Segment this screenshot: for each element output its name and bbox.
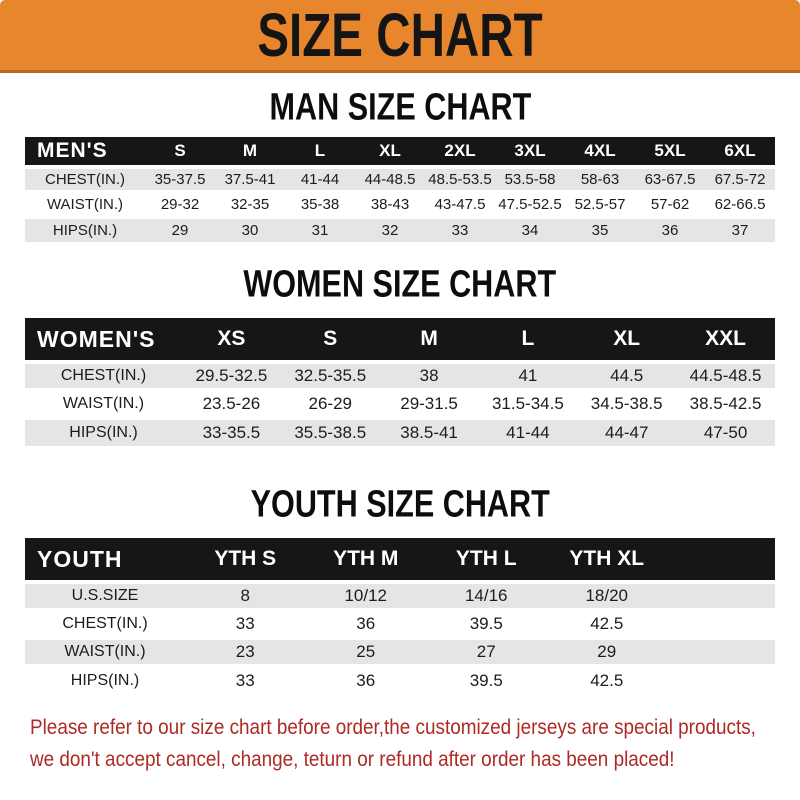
youth-section-heading: YOUTH SIZE CHART — [250, 482, 550, 526]
table-row — [25, 666, 775, 694]
size-value-cell: 44-47 — [604, 423, 649, 442]
size-value-cell: 8 — [240, 586, 250, 605]
size-column-header: M — [420, 327, 438, 350]
row-label: CHEST(IN.) — [62, 615, 148, 632]
size-value-cell: 32.5-35.5 — [294, 366, 367, 385]
row-label: HIPS(IN.) — [69, 424, 138, 441]
row-label: WAIST(IN.) — [64, 643, 146, 660]
row-label: CHEST(IN.) — [45, 171, 125, 188]
size-value-cell: 42.5 — [590, 671, 624, 690]
size-value-cell: 62-66.5 — [714, 196, 766, 213]
size-value-cell: 48.5-53.5 — [428, 171, 492, 188]
spacer-cell — [667, 538, 775, 582]
size-column-header: XXL — [705, 327, 746, 350]
spacer-cell — [667, 582, 775, 610]
men-section-heading: MAN SIZE CHART — [269, 85, 531, 129]
size-value-cell: 39.5 — [469, 671, 503, 690]
size-column-header: 2XL — [444, 141, 476, 160]
size-value-cell: 27 — [476, 642, 496, 661]
size-value-cell: 26-29 — [308, 394, 352, 413]
size-value-cell: 36 — [356, 671, 376, 690]
women-size-section — [0, 262, 800, 446]
size-value-cell: 35.5-38.5 — [294, 423, 367, 442]
size-column-header: YTH XL — [569, 547, 645, 570]
size-column-header: 5XL — [654, 141, 686, 160]
size-column-header: 4XL — [584, 141, 616, 160]
spacer-cell — [667, 638, 775, 666]
size-value-cell: 41-44 — [506, 423, 550, 442]
table-corner-label: YOUTH — [37, 545, 123, 572]
table-row — [25, 362, 775, 390]
size-value-cell: 36 — [356, 614, 376, 633]
row-label: HIPS(IN.) — [70, 672, 140, 689]
spacer-cell — [667, 610, 775, 638]
table-row — [25, 610, 775, 638]
table-corner-label: MEN'S — [37, 139, 108, 162]
size-column-header: YTH L — [455, 547, 517, 570]
size-value-cell: 33-35.5 — [202, 423, 261, 442]
size-value-cell: 29.5-32.5 — [195, 366, 268, 385]
row-label: HIPS(IN.) — [52, 222, 118, 239]
table-header-row — [25, 538, 775, 582]
size-value-cell: 23.5-26 — [202, 394, 261, 413]
size-value-cell: 67.5-72 — [714, 171, 766, 188]
size-value-cell: 35-38 — [300, 196, 340, 213]
size-column-header: L — [314, 141, 326, 160]
table-row — [25, 192, 775, 217]
size-value-cell: 23 — [235, 642, 255, 661]
order-policy-line-1: Please refer to our size chart before order,the customized jerseys are special products, — [30, 716, 756, 739]
size-value-cell: 32-35 — [230, 196, 270, 213]
size-value-cell: 38.5-42.5 — [689, 394, 762, 413]
size-value-cell: 38 — [419, 366, 439, 385]
order-policy-line-2: we don't accept cancel, change, teturn or refund after order has been placed! — [30, 748, 675, 771]
size-value-cell: 58-63 — [580, 171, 620, 188]
size-column-header: S — [174, 141, 186, 160]
size-value-cell: 33 — [451, 222, 469, 239]
size-value-cell: 47.5-52.5 — [498, 196, 562, 213]
table-row — [25, 418, 775, 446]
row-label: U.S.SIZE — [71, 587, 139, 604]
order-policy-note — [30, 712, 800, 776]
table-row — [25, 217, 775, 242]
table-corner-label: WOMEN'S — [37, 325, 156, 352]
size-value-cell: 32 — [381, 222, 399, 239]
size-value-cell: 18/20 — [585, 586, 629, 605]
size-value-cell: 30 — [241, 222, 259, 239]
size-value-cell: 52.5-57 — [574, 196, 626, 213]
row-label: WAIST(IN.) — [46, 196, 124, 213]
table-header-row — [25, 318, 775, 362]
table-row — [25, 582, 775, 610]
size-column-header: M — [242, 141, 258, 160]
size-value-cell: 31 — [311, 222, 329, 239]
size-value-cell: 29-31.5 — [400, 394, 458, 413]
size-value-cell: 44.5-48.5 — [689, 366, 762, 385]
size-value-cell: 38-43 — [370, 196, 410, 213]
size-value-cell: 37 — [731, 222, 749, 239]
size-column-header: YTH S — [214, 547, 277, 570]
youth-size-table — [25, 538, 775, 694]
size-value-cell: 33 — [235, 614, 255, 633]
size-value-cell: 41 — [518, 366, 538, 385]
size-column-header: S — [323, 327, 338, 350]
size-value-cell: 43-47.5 — [434, 196, 486, 213]
size-value-cell: 29 — [597, 642, 617, 661]
size-column-header: L — [521, 327, 535, 350]
size-column-header: 3XL — [514, 141, 546, 160]
table-row — [25, 638, 775, 666]
size-value-cell: 31.5-34.5 — [491, 394, 564, 413]
size-column-header: XS — [217, 327, 246, 350]
men-size-section — [0, 85, 800, 242]
size-value-cell: 42.5 — [590, 614, 624, 633]
table-row — [25, 390, 775, 418]
men-size-table — [25, 137, 775, 242]
size-value-cell: 10/12 — [344, 586, 388, 605]
size-value-cell: 47-50 — [703, 423, 748, 442]
size-value-cell: 33 — [235, 671, 255, 690]
size-chart-banner — [0, 0, 800, 73]
size-value-cell: 34 — [521, 222, 539, 239]
size-value-cell: 38.5-41 — [400, 423, 458, 442]
size-column-header: XL — [379, 141, 401, 160]
size-value-cell: 53.5-58 — [504, 171, 556, 188]
banner-title: SIZE CHART — [257, 0, 543, 70]
size-value-cell: 35 — [591, 222, 609, 239]
size-value-cell: 36 — [661, 222, 679, 239]
size-value-cell: 37.5-41 — [224, 171, 276, 188]
size-value-cell: 41-44 — [300, 171, 340, 188]
spacer-cell — [667, 666, 775, 694]
size-column-header: XL — [613, 327, 641, 350]
row-label: CHEST(IN.) — [60, 367, 147, 384]
size-value-cell: 34.5-38.5 — [590, 394, 663, 413]
youth-size-section — [0, 482, 800, 694]
row-label: WAIST(IN.) — [62, 395, 145, 412]
women-size-table — [25, 318, 775, 446]
size-value-cell: 44.5 — [610, 366, 644, 385]
size-column-header: YTH M — [333, 547, 399, 570]
women-section-heading: WOMEN SIZE CHART — [243, 262, 557, 306]
table-row — [25, 167, 775, 192]
size-value-cell: 29-32 — [160, 196, 200, 213]
size-value-cell: 44-48.5 — [364, 171, 416, 188]
size-value-cell: 14/16 — [464, 586, 508, 605]
size-value-cell: 57-62 — [650, 196, 690, 213]
size-value-cell: 63-67.5 — [644, 171, 696, 188]
size-column-header: 6XL — [724, 141, 756, 160]
size-value-cell: 35-37.5 — [154, 171, 206, 188]
size-value-cell: 39.5 — [469, 614, 503, 633]
size-value-cell: 29 — [171, 222, 189, 239]
table-header-row — [25, 137, 775, 167]
size-value-cell: 25 — [356, 642, 376, 661]
